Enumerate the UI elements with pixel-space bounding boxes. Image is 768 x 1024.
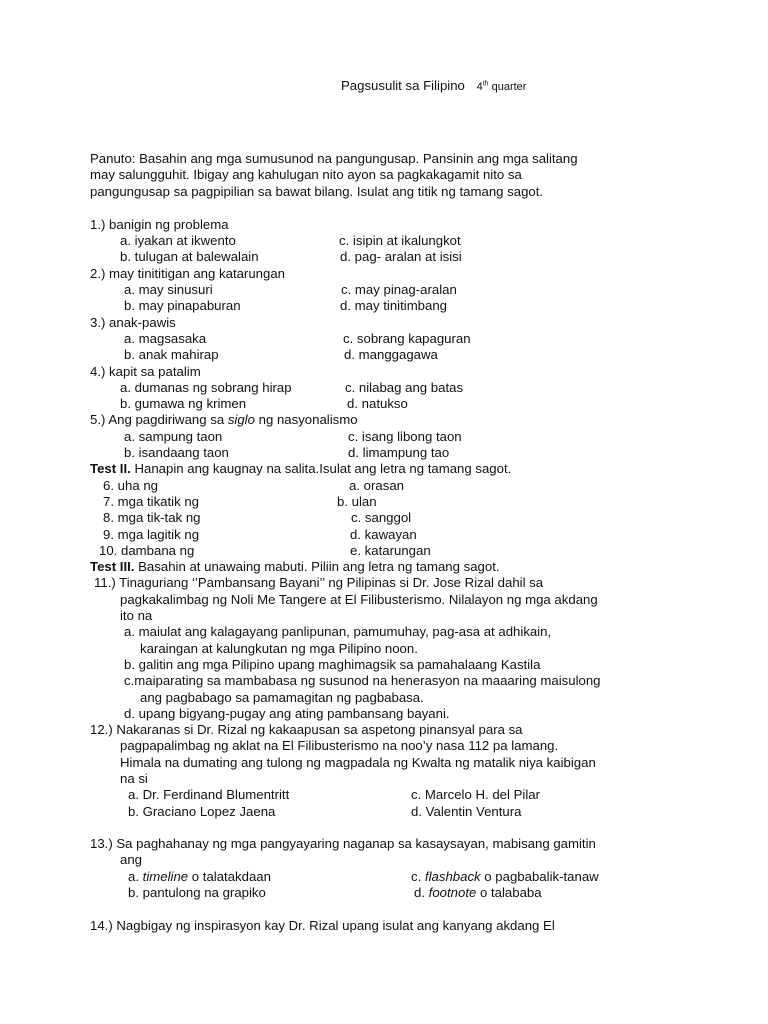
quarter-label: 4th quarter xyxy=(476,80,527,93)
matching-left: 6. uha ng xyxy=(103,477,158,493)
question-4: 4.) kapit sa patalim xyxy=(90,363,201,379)
choice-a: a. may sinusuri xyxy=(124,282,213,298)
question-12-cont: na si xyxy=(120,770,148,786)
choice-a: a. timeline o talatakdaan xyxy=(128,868,271,884)
choice-c: c.maiparating sa mambabasa ng susunod na henerasyon na maaaring maisulong xyxy=(124,673,601,689)
question-5: 5.) Ang pagdiriwang sa siglo ng nasyonalismo xyxy=(90,412,358,428)
test-2-heading xyxy=(90,461,710,477)
instruction-line: may salungguhit. Ibigay ang kahulugan nito ayon sa pagkakagamit nito sa xyxy=(90,167,522,183)
instructions xyxy=(90,151,710,200)
matching-left: 10. dambana ng xyxy=(99,542,195,558)
test-2-label: Test II. xyxy=(90,461,131,477)
test-3-instruction: Basahin at unawaing mabuti. Piliin ang letra ng tamang sagot. xyxy=(134,559,500,575)
test-2-instruction: Hanapin ang kaugnay na salita.Isulat ang letra ng tamang sagot. xyxy=(130,461,512,477)
choice-b: b. tulugan at balewalain xyxy=(120,249,259,265)
choice-row xyxy=(90,787,710,803)
title-text: Pagsusulit sa Filipino xyxy=(341,78,465,93)
choice-b: b. galitin ang mga Pilipino upang maghimagsik sa pamahalaang Kastila xyxy=(124,656,541,672)
choice-b: b. isandaang taon xyxy=(124,445,229,461)
matching-left: 9. mga lagitik ng xyxy=(103,526,200,542)
choice-c: c. may pinag-aralan xyxy=(341,282,457,298)
choice-a: a. maiulat ang kalagayang panlipunan, pamumuhay, pag-asa at adhikain, xyxy=(124,624,552,640)
matching-right: c. sanggol xyxy=(351,510,412,526)
question-12: 12.) Nakaranas si Dr. Rizal ng kakaapusan sa aspetong pinansyal para sa xyxy=(90,722,523,738)
matching-row xyxy=(90,543,710,559)
exam-body xyxy=(90,151,710,934)
choice-a: a. dumanas ng sobrang hirap xyxy=(120,379,292,395)
choice-b: b. pantulong na grapiko xyxy=(128,885,266,901)
choice-c: c. sobrang kapaguran xyxy=(343,330,471,346)
choice-row xyxy=(90,885,710,901)
choice-b: b. may pinapaburan xyxy=(124,298,241,314)
matching-left: 7. mga tikatik ng xyxy=(103,493,200,509)
choice-row xyxy=(90,282,710,298)
matching-row xyxy=(90,478,710,494)
choice-a: a. Dr. Ferdinand Blumentritt xyxy=(128,787,290,803)
choice-d: d. upang bigyang-pugay ang ating pambansang bayani. xyxy=(124,705,450,721)
matching-left: 8. mga tik-tak ng xyxy=(103,510,201,526)
question-13: 13.) Sa paghahanay ng mga pangyayaring naganap sa kasaysayan, mabisang gamitin xyxy=(90,836,596,852)
italic-term: siglo xyxy=(227,412,255,428)
choice-row xyxy=(90,445,710,461)
choice-d: d. Valentin Ventura xyxy=(411,803,522,819)
choice-d: d. pag- aralan at isisi xyxy=(340,249,462,265)
question-14: 14.) Nagbigay ng inspirasyon kay Dr. Rizal upang isulat ang kanyang akdang El xyxy=(90,917,555,933)
question-11-cont: ito na xyxy=(120,608,153,624)
question-12-cont: pagpapalimbag ng aklat na El Filibusterismo na noo’y nasa 112 pa lamang. xyxy=(120,738,559,754)
question-3: 3.) anak-pawis xyxy=(90,314,176,330)
choice-a: a. magsasaka xyxy=(124,330,207,346)
choice-row xyxy=(90,331,710,347)
choice-row xyxy=(90,249,710,265)
instruction-line: Panuto: Basahin ang mga sumusunod na pangungusap. Pansinin ang mga salitang xyxy=(90,151,578,166)
matching-right: e. katarungan xyxy=(350,542,431,558)
choice-row xyxy=(90,347,710,363)
page-title xyxy=(341,78,526,95)
test-3-label: Test III. xyxy=(90,559,135,575)
choice-c: c. isipin at ikalungkot xyxy=(339,233,461,249)
choice-row xyxy=(90,869,710,885)
test-3-heading xyxy=(90,559,710,575)
instruction-line: pangungusap sa pagpipilian sa bawat bilang. Isulat ang titik ng tamang sagot. xyxy=(90,183,544,199)
matching-right: d. kawayan xyxy=(350,526,417,542)
choice-row xyxy=(90,804,710,820)
choice-c: c. nilabag ang batas xyxy=(345,379,464,395)
choice-c: c. flashback o pagbabalik-tanaw xyxy=(411,868,599,884)
choice-a: a. sampung taon xyxy=(124,428,223,444)
choice-row xyxy=(90,396,710,412)
choice-row xyxy=(90,233,710,249)
choice-d: d. footnote o talababa xyxy=(414,885,542,901)
question-11: 11.) Tinaguriang ‘’Pambansang Bayani’’ ng Pilipinas si Dr. Jose Rizal dahil sa xyxy=(94,575,544,591)
matching-row xyxy=(90,510,710,526)
matching-right: b. ulan xyxy=(337,493,377,509)
choice-row xyxy=(90,298,710,314)
matching-row xyxy=(90,527,710,543)
choice-a-cont: karaingan at kalungkutan ng mga Pilipino noon. xyxy=(140,640,418,656)
choice-d: d. manggagawa xyxy=(344,347,438,363)
choice-d: d. natukso xyxy=(347,396,408,412)
matching-row xyxy=(90,494,710,510)
choice-c-cont: ang pagbabago sa pamamagitan ng pagbabasa. xyxy=(140,689,424,705)
choice-c: c. isang libong taon xyxy=(348,428,462,444)
question-11-cont: pagkakalimbag ng Noli Me Tangere at El Filibusterismo. Nilalayon ng mga akdang xyxy=(120,591,598,607)
question-12-cont: Himala na dumating ang tulong ng magpadala ng Kwalta ng matalik niya kaibigan xyxy=(120,754,596,770)
question-1: 1.) banigin ng problema xyxy=(90,216,229,232)
choice-a: a. iyakan at ikwento xyxy=(120,233,236,249)
choice-b: b. anak mahirap xyxy=(124,347,219,363)
choice-row xyxy=(90,380,710,396)
choice-c: c. Marcelo H. del Pilar xyxy=(411,787,540,803)
choice-b: b. Graciano Lopez Jaena xyxy=(128,803,276,819)
question-2: 2.) may tinititigan ang katarungan xyxy=(90,265,285,281)
choice-d: d. limampung tao xyxy=(348,445,450,461)
question-13-cont: ang xyxy=(120,852,143,868)
matching-right: a. orasan xyxy=(349,477,404,493)
choice-d: d. may tinitimbang xyxy=(340,298,448,314)
choice-b: b. gumawa ng krimen xyxy=(120,396,247,412)
choice-row xyxy=(90,429,710,445)
